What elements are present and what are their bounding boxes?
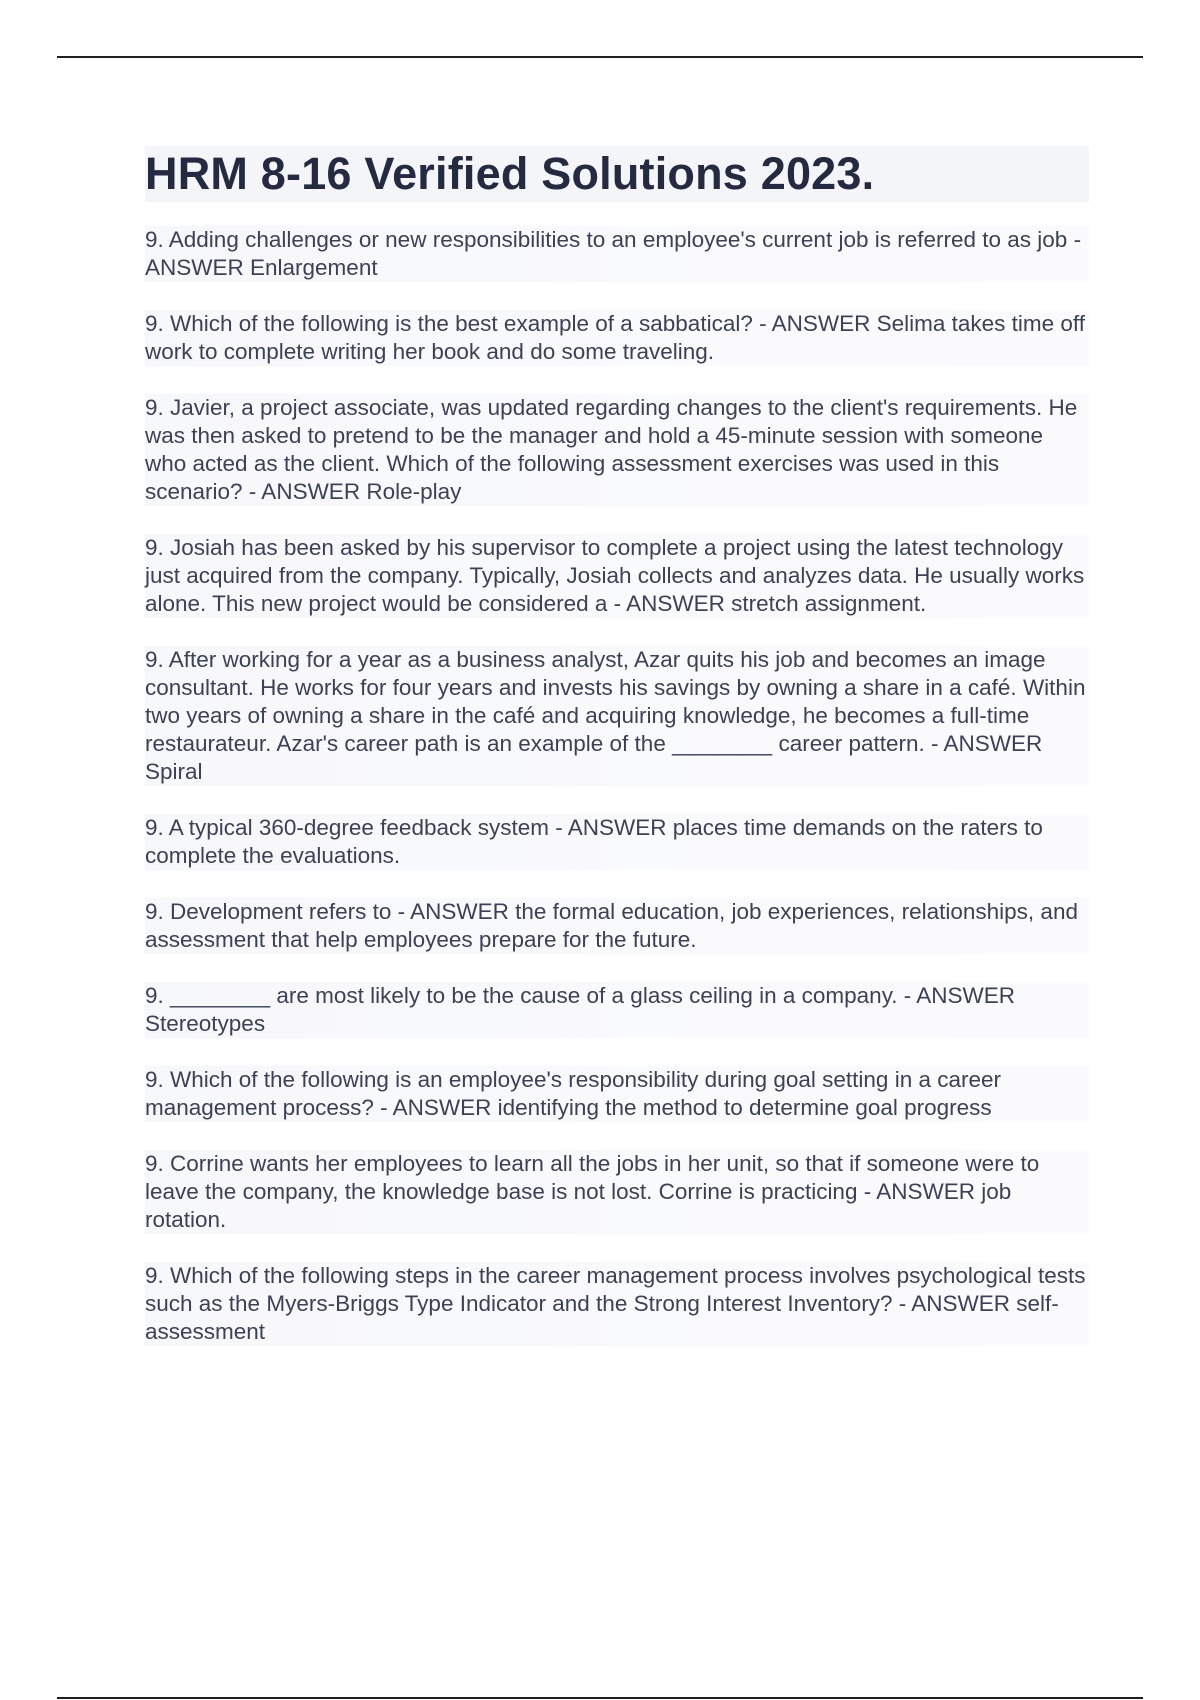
bottom-rule xyxy=(57,1697,1143,1699)
qa-item: 9. After working for a year as a business analyst, Azar quits his job and becomes an image consultant. He works for four years and invests his savings by owning a share in a café. Within two years of owning a share in the café and acquiring knowledge, he becomes a full-time restaurateur. Azar's career path is an example of the ________ career pattern. - ANSWER Spiral xyxy=(145,646,1089,786)
qa-item: 9. A typical 360-degree feedback system - ANSWER places time demands on the raters to complete the evaluations. xyxy=(145,814,1089,870)
qa-item: 9. Josiah has been asked by his supervisor to complete a project using the latest technology just acquired from the company. Typically, Josiah collects and analyzes data. He usually works alone. This new project would be considered a - ANSWER stretch assignment. xyxy=(145,534,1089,618)
qa-list xyxy=(145,226,1089,1346)
qa-item: 9. Adding challenges or new responsibilities to an employee's current job is referred to as job - ANSWER Enlargement xyxy=(145,226,1089,282)
qa-item: 9. Which of the following is an employee's responsibility during goal setting in a career management process? - ANSWER identifying the method to determine goal progress xyxy=(145,1066,1089,1122)
top-rule xyxy=(57,56,1143,58)
document-body xyxy=(145,146,1089,1374)
qa-item: 9. Development refers to - ANSWER the formal education, job experiences, relationships, and assessment that help employees prepare for the future. xyxy=(145,898,1089,954)
qa-item: 9. Which of the following steps in the career management process involves psychological tests such as the Myers-Briggs Type Indicator and the Strong Interest Inventory? - ANSWER self-assessment xyxy=(145,1262,1089,1346)
qa-item: 9. Which of the following is the best example of a sabbatical? - ANSWER Selima takes time off work to complete writing her book and do some traveling. xyxy=(145,310,1089,366)
qa-item: 9. ________ are most likely to be the cause of a glass ceiling in a company. - ANSWER Stereotypes xyxy=(145,982,1089,1038)
qa-item: 9. Javier, a project associate, was updated regarding changes to the client's requirements. He was then asked to pretend to be the manager and hold a 45-minute session with someone who acted as the client. Which of the following assessment exercises was used in this scenario? - ANSWER Role-play xyxy=(145,394,1089,506)
title-band xyxy=(145,146,1089,202)
qa-item: 9. Corrine wants her employees to learn all the jobs in her unit, so that if someone were to leave the company, the knowledge base is not lost. Corrine is practicing - ANSWER job rotation. xyxy=(145,1150,1089,1234)
document-title: HRM 8-16 Verified Solutions 2023. xyxy=(145,148,875,199)
